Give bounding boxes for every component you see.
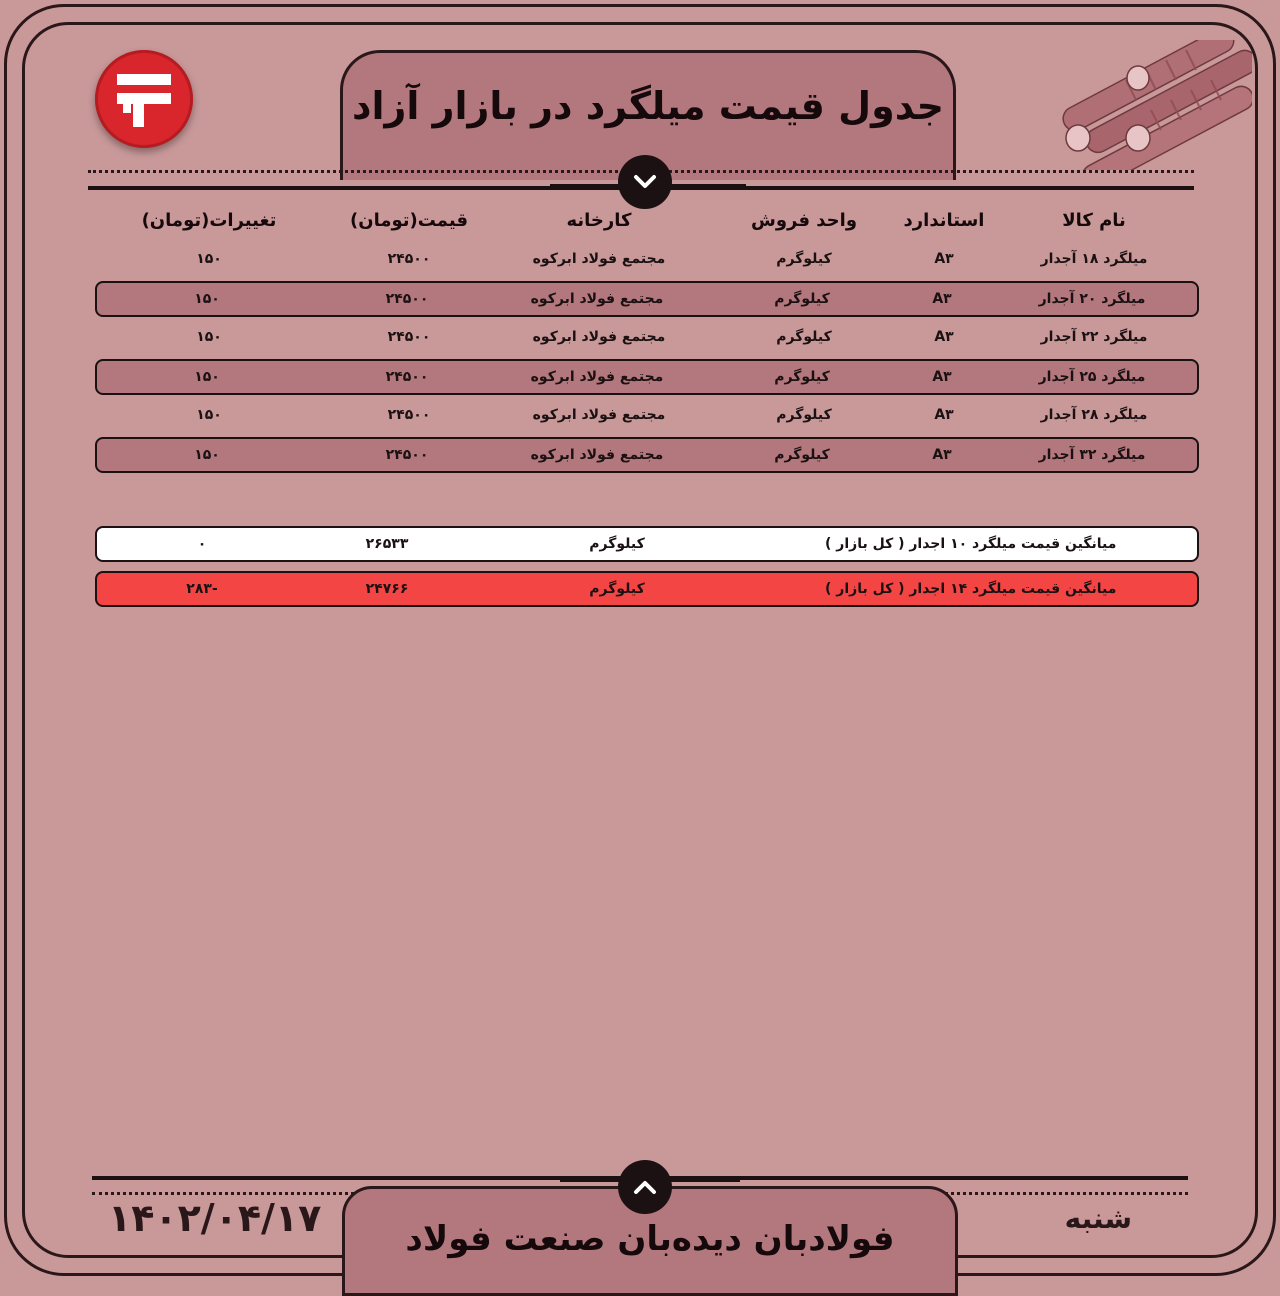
- table-header: [95, 200, 1199, 240]
- cell-name: میلگرد ۲۵ آجدار: [1038, 369, 1146, 385]
- cell-change: ۱۵۰: [194, 447, 220, 463]
- average-row-14: [95, 571, 1199, 607]
- average-unit: کیلوگرم: [589, 581, 645, 597]
- cell-standard: A۳: [932, 447, 952, 463]
- cell-unit: کیلوگرم: [774, 447, 830, 463]
- cell-price: ۲۴۵۰۰: [387, 329, 431, 345]
- col-header-standard: استاندارد: [903, 209, 985, 231]
- average-change: ۰: [197, 536, 207, 552]
- footer-day: شنبه: [1064, 1202, 1132, 1235]
- cell-factory: مجتمع فولاد ابرکوه: [530, 369, 664, 385]
- footer-brand: فولادبان دیده‌بان صنعت فولاد: [405, 1219, 895, 1259]
- average-price: ۲۴۷۶۶: [365, 581, 409, 597]
- col-header-name: نام کالا: [1062, 209, 1126, 231]
- table-row: [95, 241, 1199, 277]
- page-title: جدول قیمت میلگرد در بازار آزاد: [351, 83, 945, 128]
- cell-factory: مجتمع فولاد ابرکوه: [530, 447, 664, 463]
- col-header-change: تغییرات(تومان): [141, 209, 277, 231]
- cell-factory: مجتمع فولاد ابرکوه: [530, 291, 664, 307]
- cell-factory: مجتمع فولاد ابرکوه: [532, 329, 666, 345]
- cell-change: ۱۵۰: [196, 251, 222, 267]
- cell-change: ۱۵۰: [196, 407, 222, 423]
- table-row: [95, 397, 1199, 433]
- average-unit: کیلوگرم: [589, 536, 645, 552]
- cell-name: میلگرد ۲۲ آجدار: [1040, 329, 1148, 345]
- rebar-bundle-icon: [1056, 40, 1252, 170]
- cell-price: ۲۴۵۰۰: [385, 291, 429, 307]
- cell-unit: کیلوگرم: [774, 291, 830, 307]
- cell-unit: کیلوگرم: [774, 369, 830, 385]
- cell-name: میلگرد ۲۸ آجدار: [1040, 407, 1148, 423]
- col-header-price: قیمت(تومان): [349, 209, 469, 231]
- cell-unit: کیلوگرم: [776, 251, 832, 267]
- average-name: میانگین قیمت میلگرد ۱۰ اجدار ( کل بازار ): [825, 536, 1117, 552]
- cell-standard: A۳: [932, 369, 952, 385]
- table-row: [95, 437, 1199, 473]
- cell-standard: A۳: [934, 329, 954, 345]
- cell-name: میلگرد ۳۲ آجدار: [1038, 447, 1146, 463]
- table-row: [95, 319, 1199, 355]
- cell-factory: مجتمع فولاد ابرکوه: [532, 407, 666, 423]
- col-header-factory: کارخانه: [566, 209, 632, 231]
- average-name: میانگین قیمت میلگرد ۱۴ اجدار ( کل بازار ): [825, 581, 1117, 597]
- average-change: -۲۸۳: [186, 581, 218, 597]
- cell-name: میلگرد ۲۰ آجدار: [1038, 291, 1146, 307]
- cell-price: ۲۴۵۰۰: [385, 369, 429, 385]
- cell-price: ۲۴۵۰۰: [387, 251, 431, 267]
- average-price: ۲۶۵۳۳: [365, 536, 409, 552]
- cell-price: ۲۴۵۰۰: [385, 447, 429, 463]
- cell-change: ۱۵۰: [194, 369, 220, 385]
- cell-unit: کیلوگرم: [776, 407, 832, 423]
- average-row-10: [95, 526, 1199, 562]
- cell-price: ۲۴۵۰۰: [387, 407, 431, 423]
- cell-change: ۱۵۰: [194, 291, 220, 307]
- table-row: [95, 281, 1199, 317]
- cell-standard: A۳: [934, 251, 954, 267]
- chevron-up-icon: [618, 1160, 672, 1214]
- cell-change: ۱۵۰: [196, 329, 222, 345]
- col-header-unit: واحد فروش: [751, 209, 858, 231]
- cell-standard: A۳: [934, 407, 954, 423]
- footer-date: ۱۴۰۲/۰۴/۱۷: [108, 1196, 322, 1240]
- table-row: [95, 359, 1199, 395]
- cell-name: میلگرد ۱۸ آجدار: [1040, 251, 1148, 267]
- tejarat-logo-icon: [95, 50, 193, 148]
- cell-factory: مجتمع فولاد ابرکوه: [532, 251, 666, 267]
- cell-unit: کیلوگرم: [776, 329, 832, 345]
- cell-standard: A۳: [932, 291, 952, 307]
